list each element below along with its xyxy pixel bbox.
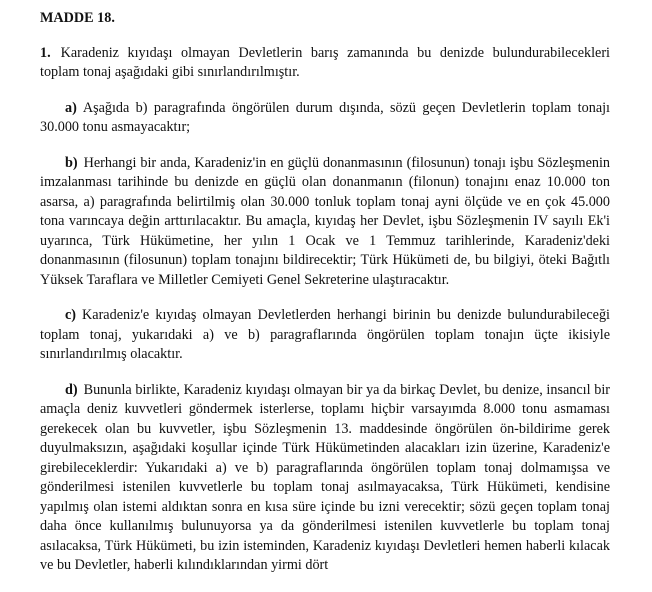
paragraph-b (40, 154, 610, 291)
paragraph-text: Herhangi bir anda, Karadeniz'in en güçlü donanmasının (filosunun) tonajı işbu Sözleşmenin imzalanması tarihinde bu denizde en güçlü olan donanmanın (filonun) tonajını enaz 10.000 ton asarsa, a) paragrafında belirtilmiş olan 30.000 tonluk toplam tonaj ayni ölçüde ve en çok 45.000 tona varıncaya değin arttırılacaktır. Bu amaçla, kıyıdaş her Devlet, işbu Sözleşmenin IV sayılı Ek'i uyarınca, Türk Hükümetine, her yılın 1 Ocak ve 1 Temmuz tarihlerinde, Karadeniz'deki donanmasının (filosunun) toplam tonajını bildirecektir; Türk Hükümeti de, bu bilgiyi, öteki Bağıtlı Yüksek Taraflara ve Milletler Cemiyeti Genel Sekreterine ulaştıracaktır. (40, 154, 610, 288)
paragraph-text: Aşağıda b) paragrafında öngörülen durum dışında, sözü geçen Devletlerin toplam tonajı 30.000 tonu asmayacaktır; (40, 99, 610, 135)
paragraph-label: a) (65, 99, 77, 116)
paragraph-text: Karadeniz kıyıdaşı olmayan Devletlerin barış zamanında bu denizde bulundurabilecekleri toplam tonaj aşağıdaki gibi sınırlandırılmıştır. (40, 44, 610, 80)
article-heading: MADDE 18. (40, 10, 115, 26)
paragraph-label: c) (65, 307, 77, 323)
paragraph-text: Karadeniz'e kıyıdaş olmayan Devletlerden herhangi birinin bu denizde bulundurabileceği toplam tonaj, yukarıdaki a) ve b) paragraflarında öngörülen toplam tonajın üçte ikisiyle sınırlandırılmış olacaktır. (40, 307, 610, 362)
document-page (40, 9, 610, 592)
paragraph-a (40, 99, 610, 138)
paragraph-1 (40, 44, 610, 83)
paragraph-label: d) (65, 381, 78, 398)
paragraph-c (40, 306, 610, 365)
paragraph-text: Bununla birlikte, Karadeniz kıyıdaşı olmayan bir ya da birkaç Devlet, bu denize, insancıl bir amaçla deniz kuvvetleri göndermek isterlerse, toplamı hiçbir varsayımda 8.000 tonu asmaması gerekecek olan bu kuvvetler, işbu Sözleşmenin 13. maddesinde öngörülen ön-bildirime gerek duyulmaksızın, aşağıdaki koşullar içinde Türk Hükümetinden alacakları izin üzerine, Karadeniz'e girebileceklerdir: Yukarıdaki a) ve b) paragraflarında öngörülen toplam tonaj dolmamışsa ve gönderilmesi istenilen kuvvetlerle bu toplam tonaj asılmayacaksa, Türk Hükümeti, kendisine yapılmış olan istemi aldıktan sonra en kısa süre içinde bu izni verecektir; sözü geçen toplam tonaj daha önce kullanılmış bulunuyorsa ya da gönderilmesi istenilen kuvvetlerle bu toplam tonaj asılacaksa, Türk Hükümeti, bu izin isteminden, Karadeniz kıyıdaşı Devletleri hemen haberli kılacak ve bu Devletler, haberli kılındıklarından yirmi dört (40, 381, 610, 573)
paragraph-label: b) (65, 154, 78, 171)
paragraph-number: 1. (40, 44, 51, 61)
paragraph-d (40, 381, 610, 576)
